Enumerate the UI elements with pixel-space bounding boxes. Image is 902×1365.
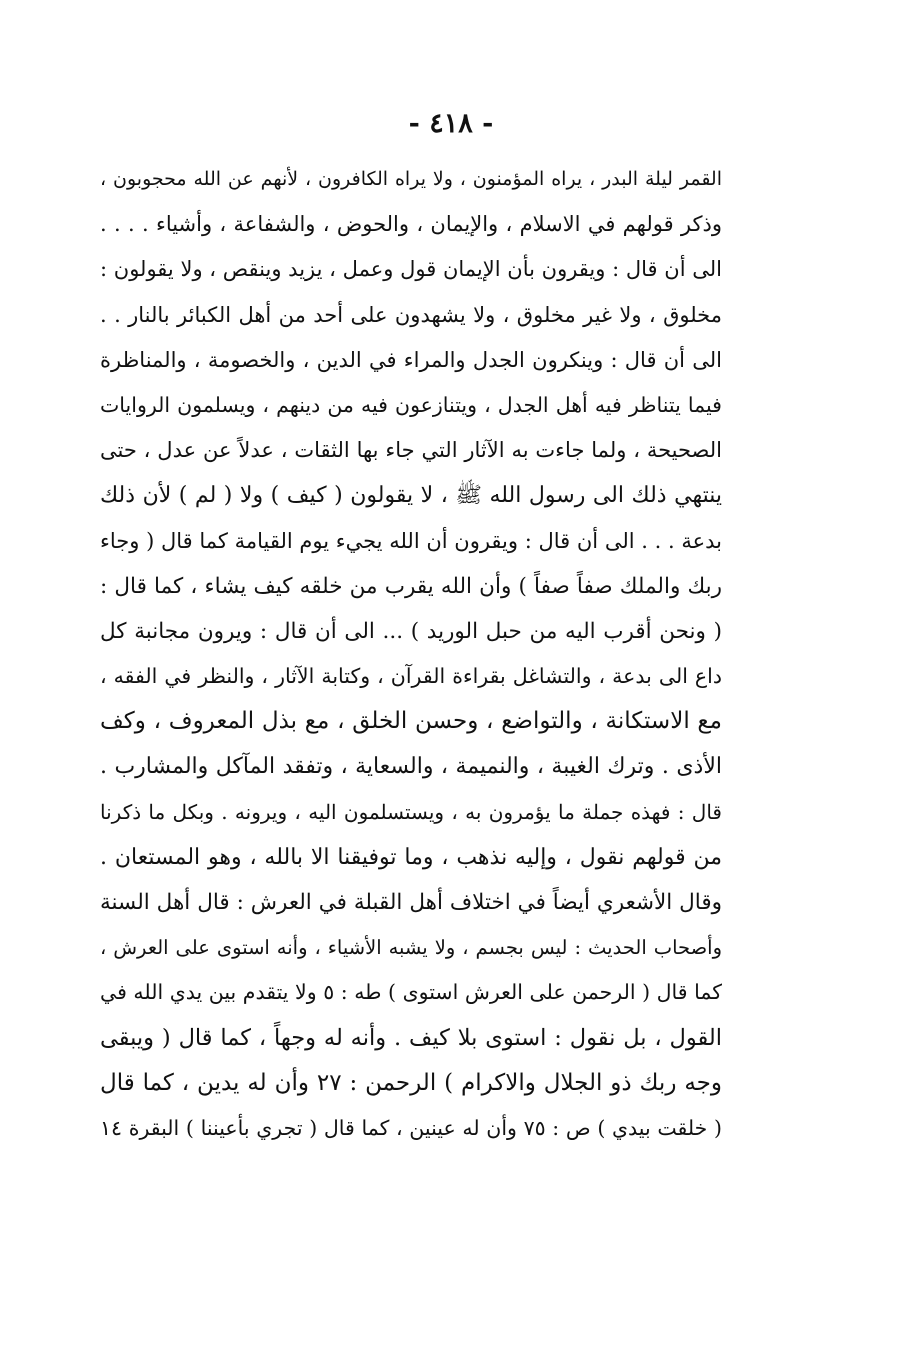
page-number: - ٤١٨ - [408,108,494,139]
text-line: فيما يتناظر فيه أهل الجدل ، ويتنازعون فيه من دينهم ، ويسلمون الروايات [100,392,722,417]
text-line: قال : فهذه جملة ما يؤمرون به ، ويستسلمون اليه ، ويرونه . وبكل ما ذكرنا [100,799,722,824]
text-line: وذكر قولهم في الاسلام ، والإيمان ، والحوض ، والشفاعة ، وأشياء . . . . [100,212,722,237]
text-line: وقال الأشعري أيضاً في اختلاف أهل القبلة في العرش : قال أهل السنة [100,890,722,915]
text-line: مخلوق ، ولا غير مخلوق ، ولا يشهدون على أحد من أهل الكبائر بالنار . . [100,302,722,327]
text-line: الأذى . وترك الغيبة ، والنميمة ، والسعاية ، وتفقد المآكل والمشارب . [100,754,722,780]
text-line: ( خلقت بيدي ) ص : ٧٥ وأن له عينين ، كما قال ( تجري بأعيننا ) البقرة ١٤ [100,1115,722,1140]
text-line: ربك والملك صفاً صفاً ) وأن الله يقرب من خلقه كيف يشاء ، كما قال : [100,573,722,599]
text-line: الى أن قال : وينكرون الجدل والمراء في الدين ، والخصومة ، والمناظرة [100,347,722,372]
text-line: ينتهي ذلك الى رسول الله ﷺ ، لا يقولون ( كيف ) ولا ( لم ) لأن ذلك [100,483,722,509]
text-line: كما قال ( الرحمن على العرش استوى ) طه : ٥ ولا يتقدم بين يدي الله في [100,980,722,1005]
text-line: وجه ربك ذو الجلال والاكرام ) الرحمن : ٢٧ وأن له يدين ، كما قال [100,1069,722,1096]
body-text [100,157,722,1151]
text-line: القمر ليلة البدر ، يراه المؤمنون ، ولا يراه الكافرون ، لأنهم عن الله محجوبون ، [100,168,722,190]
text-line: من قولهم نقول ، وإليه نذهب ، وما توفيقنا الا بالله ، وهو المستعان . [100,844,722,870]
text-line: وأصحاب الحديث : ليس بجسم ، ولا يشبه الأشياء ، وأنه استوى على العرش ، [100,936,722,960]
text-line: داع الى بدعة ، والتشاغل بقراءة القرآن ، وكتابة الآثار ، والنظر في الفقه ، [100,664,722,689]
text-line: الى أن قال : ويقرون بأن الإيمان قول وعمل ، يزيد وينقص ، ولا يقولون : [100,257,722,282]
text-line: مع الاستكانة ، والتواضع ، وحسن الخلق ، مع بذل المعروف ، وكف [100,708,722,735]
text-line: القول ، بل نقول : استوى بلا كيف . وأنه له وجهاً ، كما قال ( ويبقى [100,1024,722,1051]
text-line: ( ونحن أقرب اليه من حبل الوريد ) ... الى أن قال : ويرون مجانبة كل [100,618,722,644]
text-line: الصحيحة ، ولما جاءت به الآثار التي جاء بها الثقات ، عدلاً عن عدل ، حتى [100,438,722,463]
text-line: بدعة . . . الى أن قال : ويقرون أن الله يجيء يوم القيامة كما قال ( وجاء [100,528,722,553]
